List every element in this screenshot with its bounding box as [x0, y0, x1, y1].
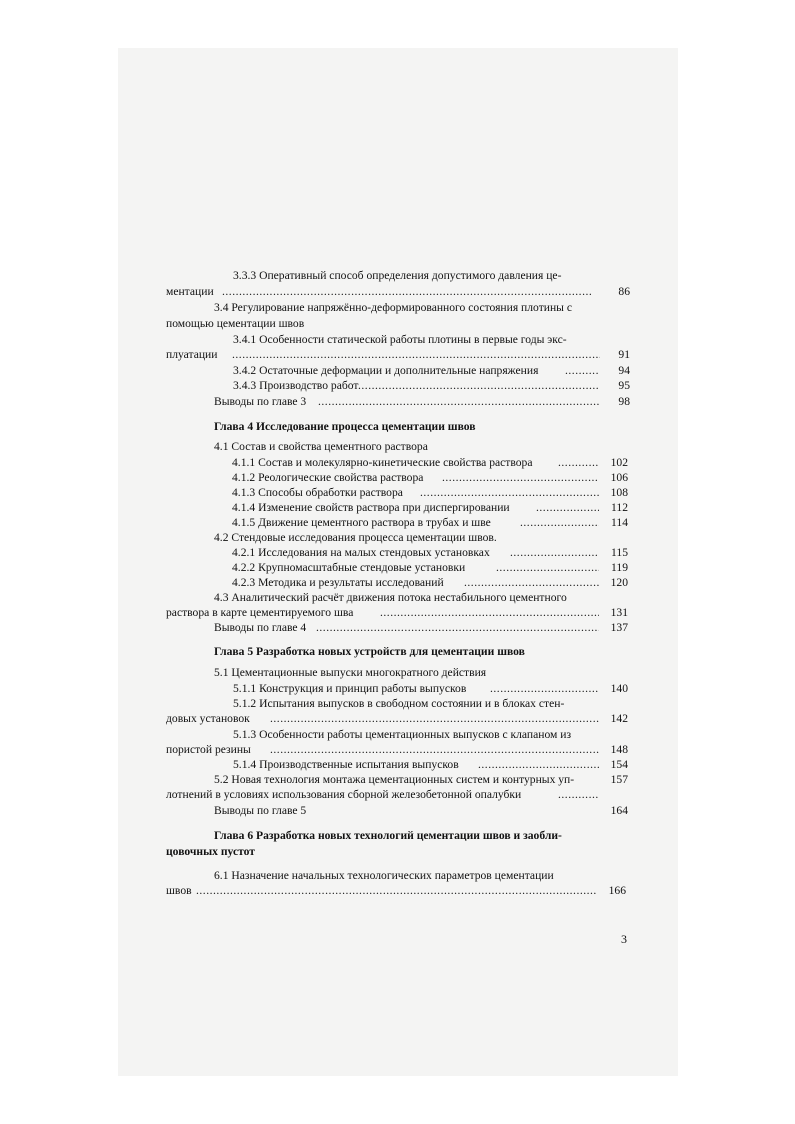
page-ref: 119 — [611, 561, 628, 574]
toc-entry-conclusions-3: Выводы по главе 3 — [214, 395, 307, 408]
toc-entry-4-3-cont: раствора в карте цементируемого шва — [166, 606, 354, 619]
toc-entry-4-2-2: 4.2.2 Крупномасштабные стендовые установки — [232, 561, 466, 574]
dot-leader — [478, 758, 599, 772]
dot-leader — [232, 348, 600, 362]
page-ref: 137 — [610, 621, 628, 634]
page-ref: 114 — [611, 516, 628, 529]
toc-entry-5-1: 5.1 Цементационные выпуски многократного действия — [214, 666, 487, 679]
toc-entry-4-2: 4.2 Стендовые исследования процесса цементации швов. — [214, 531, 497, 544]
page-ref: 115 — [611, 546, 628, 559]
toc-entry-conclusions-4: Выводы по главе 4 — [214, 621, 307, 634]
toc-entry-5-1-3-cont: пористой резины — [166, 743, 251, 756]
page-ref: 86 — [618, 285, 630, 298]
dot-leader — [510, 546, 599, 560]
dot-leader — [316, 621, 599, 635]
dot-leader — [222, 285, 592, 299]
toc-entry-4-2-3: 4.2.3 Методика и результаты исследований — [232, 576, 444, 589]
toc-entry-5-2: 5.2 Новая технология монтажа цементационных систем и контурных уп- — [214, 773, 575, 786]
dot-leader — [270, 743, 599, 757]
page-ref: 120 — [610, 576, 628, 589]
dot-leader — [496, 561, 599, 575]
dot-leader — [558, 788, 598, 802]
page-ref: 140 — [610, 682, 628, 695]
toc-entry-3-4-1: 3.4.1 Особенности статической работы плотины в первые годы экс- — [233, 333, 567, 346]
toc-entry-3-4: 3.4 Регулирование напряжённо-деформированного состояния плотины с — [214, 301, 573, 314]
toc-entry-3-3-3-cont: ментации — [166, 285, 214, 298]
toc-entry-5-1-3: 5.1.3 Особенности работы цементационных выпусков с клапаном из — [233, 728, 572, 741]
toc-entry-5-1-2-cont: довых установок — [166, 712, 250, 725]
toc-entry-5-1-1: 5.1.1 Конструкция и принцип работы выпусков — [233, 682, 467, 695]
page-ref: 148 — [610, 743, 628, 756]
toc-entry-4-1-2: 4.1.2 Реологические свойства раствора — [232, 471, 424, 484]
toc-entry-4-1-3: 4.1.3 Способы обработки раствора — [232, 486, 403, 499]
toc-entry-6-1-cont: швов — [166, 884, 192, 897]
page-ref: 131 — [610, 606, 628, 619]
dot-leader — [442, 471, 599, 485]
toc-entry-4-2-1: 4.2.1 Исследования на малых стендовых установках — [232, 546, 490, 559]
toc-entry-4-1-4: 4.1.4 Изменение свойств раствора при диспергировании — [232, 501, 510, 514]
dot-leader — [196, 884, 596, 898]
toc-entry-3-4-2: 3.4.2 Остаточные деформации и дополнительные напряжения — [233, 364, 539, 377]
page-ref: 166 — [608, 884, 626, 897]
page-ref: 108 — [610, 486, 628, 499]
dot-leader — [464, 576, 599, 590]
page-ref: 142 — [610, 712, 628, 725]
dot-leader — [358, 379, 599, 393]
chapter-heading-4: Глава 4 Исследование процесса цементации швов — [214, 420, 476, 433]
toc-entry-4-1-1: 4.1.1 Состав и молекулярно-кинетические свойства раствора — [232, 456, 533, 469]
toc-entry-3-4-3: 3.4.3 Производство работ — [233, 379, 359, 392]
toc-entry-5-1-2: 5.1.2 Испытания выпусков в свободном состоянии и в блоках стен- — [233, 697, 565, 710]
toc-entry-5-1-4: 5.1.4 Производственные испытания выпусков — [233, 758, 459, 771]
toc-entry-4-1-5: 4.1.5 Движение цементного раствора в трубах и шве — [232, 516, 491, 529]
dot-leader — [380, 606, 599, 620]
page-ref: 106 — [610, 471, 628, 484]
page-ref: 95 — [618, 379, 630, 392]
toc-entry-4-1: 4.1 Состав и свойства цементного раствора — [214, 440, 428, 453]
toc-entry-4-3: 4.3 Аналитический расчёт движения потока нестабильного цементного — [214, 591, 567, 604]
page-ref: 164 — [610, 804, 628, 817]
page-number: 3 — [621, 932, 627, 946]
toc-entry-3-3-3: 3.3.3 Оперативный способ определения допустимого давления це- — [233, 269, 562, 282]
page-ref: 91 — [618, 348, 630, 361]
dot-leader — [318, 395, 599, 409]
chapter-heading-6-cont: цовочных пустот — [166, 845, 255, 858]
page-ref: 112 — [611, 501, 628, 514]
toc-entry-5-2-cont: лотнений в условиях использования сборной железобетонной опалубки — [166, 788, 522, 801]
dot-leader — [270, 712, 599, 726]
toc-entry-3-4-cont: помощью цементации швов — [166, 317, 305, 330]
page-ref: 157 — [610, 773, 628, 786]
page-ref: 154 — [610, 758, 628, 771]
toc-entry-conclusions-5: Выводы по главе 5 — [214, 804, 307, 817]
toc-entry-6-1: 6.1 Назначение начальных технологических параметров цементации — [214, 869, 554, 882]
chapter-heading-6: Глава 6 Разработка новых технологий цементации швов и заобли- — [214, 829, 562, 842]
page-ref: 102 — [610, 456, 628, 469]
toc-entry-3-4-1-cont: плуатации — [166, 348, 218, 361]
page-ref: 98 — [618, 395, 630, 408]
page-ref: 94 — [618, 364, 630, 377]
dot-leader — [490, 682, 599, 696]
chapter-heading-5: Глава 5 Разработка новых устройств для цементации швов — [214, 645, 525, 658]
dot-leader — [420, 486, 599, 500]
